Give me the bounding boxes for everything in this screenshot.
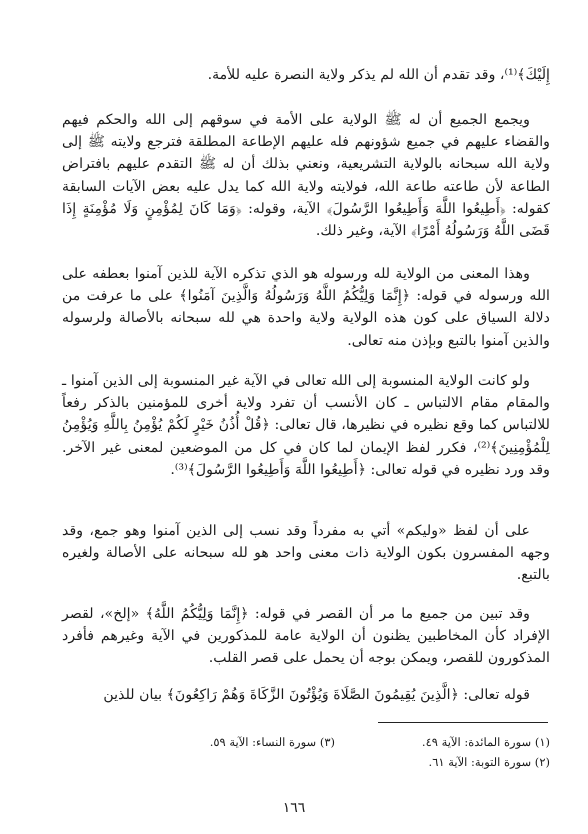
paragraph-5: وقد تبين من جميع ما مر أن القصر في قوله: ﴿إِنَّمَا وَلِيُّكُمُ اللَّهُ﴾ «إلخ»، لقصر الإفراد كأن المخاطبين يظنون أن الولاية عامة للمذكورين في الآية وغيرهم فأفرد المذكورون للقصر، ويمكن بوجه أن يحمل على قصر القلب. <box>62 606 550 667</box>
footnote-separator <box>378 722 548 723</box>
footnote-1: (١) سورة المائدة: الآية ٤٩. <box>421 735 550 749</box>
footnote-row-1 <box>120 732 550 752</box>
paragraph-2: وهذا المعنى من الولاية لله ورسوله هو الذي تذكره الآية للذين آمنوا بعطفه على الله ورسوله في قوله: ﴿إِنَّمَا وَلِيُّكُمُ اللَّهُ وَرَسُولُهُ وَالَّذِينَ آمَنُوا﴾ على ما عرفت من دلالة السياق على كون هذه الولاية ولاية واحدة هي لله سبحانه بالأصالة ولرسوله والذين آمنوا بالتبع وبإذن منه تعالى. <box>62 266 550 349</box>
paragraph-6: قوله تعالى: ﴿الَّذِينَ يُقِيمُونَ الصَّلَاةَ وَيُؤْتُونَ الزَّكَاةَ وَهُمْ رَاكِعُونَ﴾ بيان للذين <box>103 687 530 703</box>
paragraph-4: على أن لفظ «وليكم» أتي به مفرداً وقد نسب إلى الذين آمنوا وهو جمع، وقد وجهه المفسرون بكون الولاية ذات معنى واحد هو لله سبحانه على الأصالة ولغيره بالتبع. <box>62 523 550 584</box>
footnote-2: (٢) سورة التوبة: الآية ٦١. <box>428 755 550 769</box>
paragraph-continuation: إِلَيْكَ﴾⁽¹⁾، وقد تقدم أن الله لم يذكر ولاية النصرة عليه للأمة. <box>207 67 550 83</box>
paragraph-3: ولو كانت الولاية المنسوبة إلى الله تعالى في الآية غير المنسوبة إلى الذين آمنوا ـ والمقام مقام الالتباس ـ كان الأنسب أن تفرد ولاية أخرى للمؤمنين بالذكر رفعاً للالتباس كما وقع نظيره في نظيرها، قال تعالى: ﴿قُلْ أُذُنُ خَيْرٍ لَكُمْ يُؤْمِنُ بِاللَّهِ وَيُؤْمِنُ لِلْمُؤْمِنِينَ﴾⁽²⁾، فكرر لفظ الإيمان لما كان في كل من الموضعين لمعنى غير الآخر. وقد ورد نظيره في قوله تعالى: ﴿أَطِيعُوا اللَّهَ وَأَطِيعُوا الرَّسُولَ﴾⁽³⁾. <box>62 373 550 478</box>
page-number: ١٦٦ <box>282 800 306 816</box>
footnotes <box>120 732 550 772</box>
paragraph-1: ويجمع الجميع أن له ﷺ الولاية على الأمة في سوقهم إلى الله والحكم فيهم والقضاء عليهم في جميع شؤونهم فله عليهم الإطاعة المطلقة فترجع ولايته ﷺ إلى ولاية الله سبحانه بالولاية التشريعية، ونعني بذلك أن له ﷺ التقدم عليهم بافتراض الطاعة لأن طاعته طاعة الله، فولايته ولاية الله كما يدل عليه بعض الآيات السابقة كقوله: ﴿أَطِيعُوا اللَّهَ وَأَطِيعُوا الرَّسُولَ﴾ الآية، وقوله: ﴿وَمَا كَانَ لِمُؤْمِنٍ وَلَا مُؤْمِنَةٍ إِذَا قَضَى اللَّهُ وَرَسُولُهُ أَمْرًا﴾ الآية، وغير ذلك. <box>62 112 550 240</box>
footnote-3: (٣) سورة النساء: الآية ٥٩. <box>209 735 335 749</box>
footnote-row-2 <box>120 752 550 772</box>
